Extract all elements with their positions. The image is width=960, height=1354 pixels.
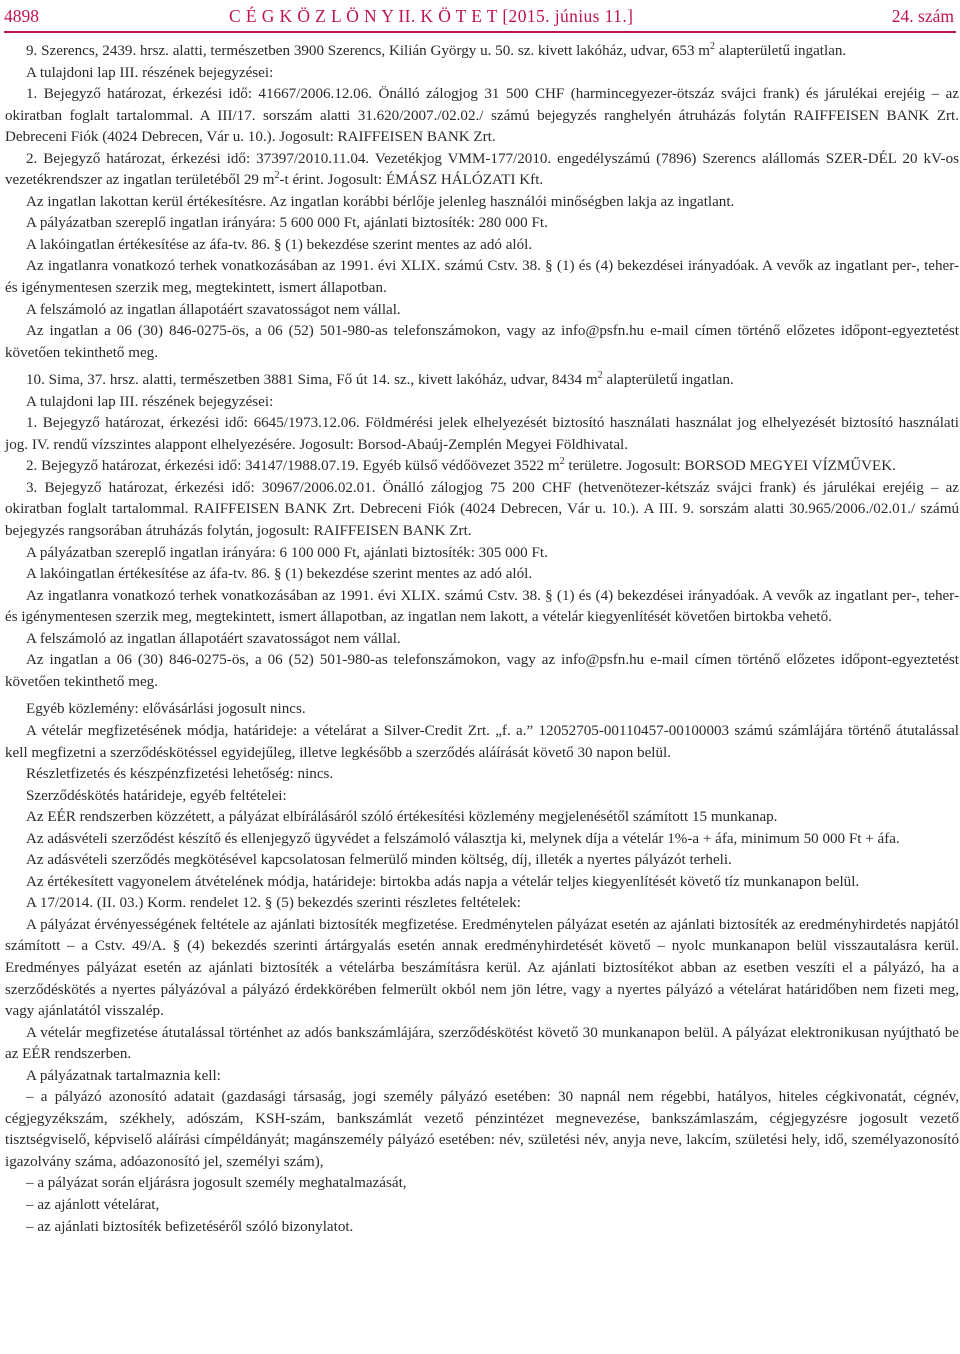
paragraph: A pályázatban szereplő ingatlan irányára: 5 600 000 Ft, ajánlati biztosíték: 280 000 Ft. bbox=[26, 215, 548, 232]
paragraph: A 17/2014. (II. 03.) Korm. rendelet 12. § (5) bekezdés szerinti részletes feltételek: bbox=[26, 895, 521, 912]
paragraph: Az EÉR rendszerben közzétett, a pályázat elbírálásáról szóló értékesítési közlemény megjelenésétől számított 15 munkanap. bbox=[26, 809, 778, 826]
paragraph: A lakóingatlan értékesítése az áfa-tv. 86. § (1) bekezdése szerint mentes az adó alól. bbox=[26, 236, 533, 253]
header-rule bbox=[4, 31, 956, 33]
paragraph: A pályázatnak tartalmaznia kell: bbox=[26, 1067, 221, 1084]
paragraph: Az értékesített vagyonelem átvételének módja, határideje: birtokba adás napja a vételár teljes kiegyenlítését követő tíz munkanapon belül. bbox=[26, 873, 860, 890]
paragraph: A vételár megfizetésének módja, határideje: a vételárat a Silver-Credit Zrt. „f. a.” 12052705-00110457-00100003 számú számlájára történő átutalással kell megfizetni a szerződéskötéssel egyidejűleg, illetve legkésőbb a szerződés aláírását követő 30 napon belül. bbox=[5, 722, 959, 761]
issue-number: 24. szám bbox=[891, 6, 954, 26]
document-body bbox=[5, 41, 959, 1238]
paragraph: A felszámoló az ingatlan állapotáért szavatosságot nem vállal. bbox=[26, 630, 401, 647]
paragraph: Az ingatlanra vonatkozó terhek vonatkozásában az 1991. évi XLIX. számú Cstv. 38. § (1) és (4) bekezdései irányadóak. A vevők az ingatlant per-, teher- és igénymentesen szerzik meg, megtekintett, ismert állapotban, az ingatlan nem lakott, a vételár kiegyenlítését követően birtokba vehető. bbox=[5, 587, 959, 626]
paragraph: A pályázat érvényességének feltétele az ajánlati biztosíték megfizetése. Eredménytelen pályázat esetén az ajánlati biztosíték az eredményhirdetés napjától számított – a Cstv. 49/A. § (4) bekezdés szerinti ártárgyalás esetén annak eredményhirdetését követő – nyolc munkanapon belül visszautalásra kerül. Eredményes pályázat esetén az ajánlati biztosíték a vételárba beszámításra kerül. Az ajánlati biztosítékot abban az esetben veszíti el a pályázó, ha a szerződéskötés a nyertes pályázóval a pályázó érdekkörében felmerült okból nem jön létre, vagy a nyertes pályázó a vételárat határidőben nem fizeti meg, vagy ajánlatától visszalép. bbox=[5, 916, 959, 1020]
paragraph: A lakóingatlan értékesítése az áfa-tv. 86. § (1) bekezdése szerint mentes az adó alól. bbox=[26, 566, 533, 583]
paragraph: Az adásvételi szerződést készítő és ellenjegyző ügyvédet a felszámoló választja ki, melynek díja a vételár 1%-a + áfa, minimum 50 000 Ft + áfa. bbox=[26, 830, 900, 847]
paragraph: 2. Bejegyző határozat, érkezési idő: 37397/2010.11.04. Vezetékjog VMM-177/2010. engedélyszámú (7896) Szerencs alállomás SZER-DÉL 20 kV-os vezetékrendszer az ingatlan területéből 29 $m^2-t$ érint. Jogosult: ÉMÁSZ HÁLÓZATI Kft. bbox=[5, 150, 959, 189]
paragraph: Az ingatlan a 06 (30) 846-0275-ös, a 06 (52) 501-980-as telefonszámokon, vagy az info@psfn.hu e-mail címen történő előzetes időpont-egyeztetést követően tekinthető meg. bbox=[5, 323, 959, 361]
paragraph: A tulajdoni lap III. részének bejegyzései: bbox=[26, 393, 274, 410]
paragraph: Az ingatlan a 06 (30) 846-0275-ös, a 06 (52) 501-980-as telefonszámokon, vagy az info@psfn.hu e-mail címen történő előzetes időpont-egyeztetést követően tekinthető meg. bbox=[5, 652, 959, 690]
paragraph: 1. Bejegyző határozat, érkezési idő: 6645/1973.12.06. Földmérési jelek elhelyezését biztosító használati használat jog elhelyezését biztosító használati jog. IV. rendű vízszintes alappont elhelyezésére. Jogosult: Borsod-Abaúj-Zemplén Megyei Földhivatal. bbox=[5, 415, 959, 453]
list-item: – a pályázat során eljárásra jogosult személy meghatalmazását, bbox=[26, 1175, 407, 1192]
paragraph: Egyéb közlemény: elővásárlási jogosult nincs. bbox=[26, 701, 306, 718]
journal-title: C É G K Ö Z L Ö N Y II. K Ö T E T [2015. június 11.] bbox=[229, 6, 634, 26]
list-item: – a pályázó azonosító adatait (gazdasági társaság, jogi személy pályázó esetében: 30 napnál nem régebbi, hatályos, hiteles cégkivonatát, cégnév, cégjegyzékszám, székhely, adószám, KSH-szám, bankszámlát vezető pénzintézet megnevezése, bankszámlaszám, cégjegyzésre jogosult vezető tisztségviselő, képviselő aláírási címpéldányát; magánszemély pályázó esetében: név, születési név, anyja neve, lakcím, születési hely, idő, személyazonosító igazolvány száma, adóazonosító jel, személyi szám), bbox=[5, 1089, 959, 1170]
item-10-heading: 10. Sima, 37. hrsz. alatti, természetben 3881 Sima, Fő út 14. sz., kivett lakóház, udvar, 8434 $m^2$ alapterületű ingatlan. bbox=[26, 370, 734, 389]
list-item: – az ajánlott vételárat, bbox=[26, 1196, 160, 1213]
paragraph: 3. Bejegyző határozat, érkezési idő: 30967/2006.02.01. Önálló zálogjog 75 200 CHF (hetvenötezer-kétszáz svájci frank) és járulékai erejéig – az okiratban foglalt tartalommal. RAIFFEISEN BANK Zrt. Debreceni Fiók (4024 Debrecen, Vár u. 10.). A III. 9. sorszám alatti 30.965/2006./02.01./ számú bejegyzés rangsorában átruházás folytán, jogosult: RAIFFEISEN BANK Zrt. bbox=[5, 479, 959, 540]
paragraph: Részletfizetés és készpénzfizetési lehetőség: nincs. bbox=[26, 766, 334, 783]
list-item: – az ajánlati biztosíték befizetéséről szóló bizonylatot. bbox=[26, 1218, 354, 1235]
paragraph: 2. Bejegyző határozat, érkezési idő: 34147/1988.07.19. Egyéb külső védőövezet 3522 $m^2$ területre. Jogosult: BORSOD MEGYEI VÍZMŰVEK. bbox=[26, 456, 896, 475]
paragraph: A vételár megfizetése átutalással történhet az adós bankszámlájára, szerződéskötést követő 30 munkanapon belül. A pályázat elektronikusan nyújtható be az EÉR rendszerben. bbox=[5, 1024, 959, 1063]
paragraph: 1. Bejegyző határozat, érkezési idő: 41667/2006.12.06. Önálló zálogjog 31 500 CHF (harmincegyezer-ötszáz svájci frank) és járulékai erejéig – az okiratban foglalt tartalommal. A III/17. sorszám alatti 31.620/2007./02.02./ számú bejegyzés ranghelyén átruházás folytán RAIFFEISEN BANK Zrt. Debreceni Fiók (4024 Debrecen, Vár u. 10.). Jogosult: RAIFFEISEN BANK Zrt. bbox=[5, 86, 959, 146]
paragraph: A felszámoló az ingatlan állapotáért szavatosságot nem vállal. bbox=[26, 301, 401, 318]
paragraph: Az adásvételi szerződés megkötésével kapcsolatosan felmerülő minden költség, díj, illeték a nyertes pályázót terheli. bbox=[26, 852, 732, 869]
paragraph: Szerződéskötés határideje, egyéb feltételei: bbox=[26, 787, 287, 804]
item-9-heading: 9. Szerencs, 2439. hrsz. alatti, természetben 3900 Szerencs, Kilián György u. 50. sz. kivett lakóház, udvar, 653 $m^2$ alapterületű ingatlan. bbox=[26, 40, 847, 59]
page-number: 4898 bbox=[4, 6, 39, 26]
paragraph: A tulajdoni lap III. részének bejegyzései: bbox=[26, 64, 274, 81]
paragraph: A pályázatban szereplő ingatlan irányára: 6 100 000 Ft, ajánlati biztosíték: 305 000 Ft. bbox=[26, 544, 548, 561]
page-header bbox=[0, 4, 960, 34]
paragraph: Az ingatlanra vonatkozó terhek vonatkozásában az 1991. évi XLIX. számú Cstv. 38. § (1) és (4) bekezdései irányadóak. A vevők az ingatlant per-, teher- és igénymentesen szerzik meg, megtekintett, ismert állapotban. bbox=[5, 258, 959, 297]
paragraph: Az ingatlan lakottan kerül értékesítésre. Az ingatlan korábbi bérlője jelenleg használói minőségben lakja az ingatlant. bbox=[26, 193, 735, 210]
